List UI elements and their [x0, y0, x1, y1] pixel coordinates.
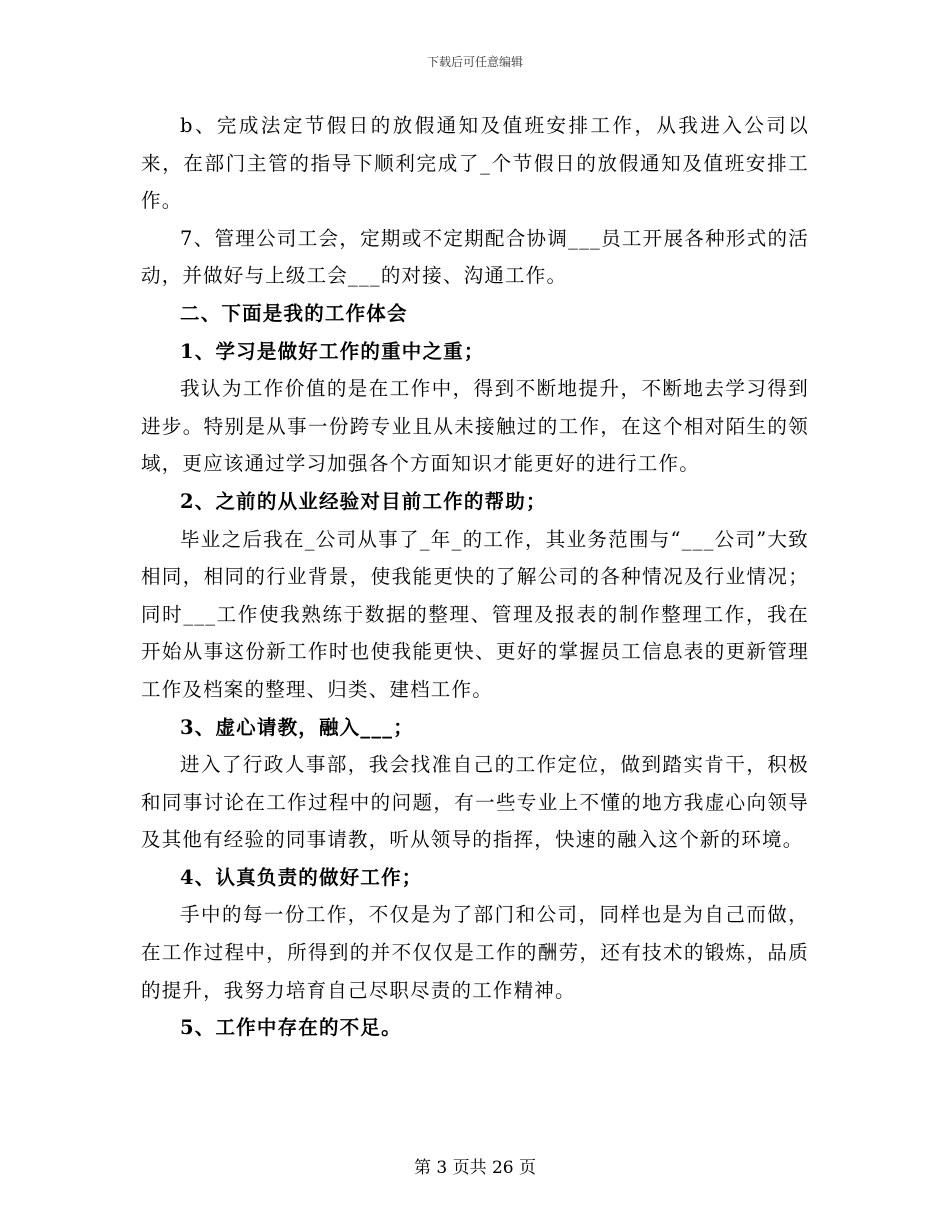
- paragraph-responsibility: 手中的每一份工作，不仅是为了部门和公司，同样也是为自己而做，在工作过程中，所得到的并不仅仅是工作的酬劳，还有技术的锻炼，品质的提升，我努力培育自己尽职尽责的工作精神。: [141, 903, 809, 1002]
- paragraph-union-management: 7、管理公司工会，定期或不定期配合协调___员工开展各种形式的活动，并做好与上级工会___的对接、沟通工作。: [141, 226, 809, 288]
- page-footer: 第 3 页共 26 页: [413, 1158, 537, 1178]
- paragraph-prior-experience: 毕业之后我在_公司从事了_年_的工作，其业务范围与“___公司”大致相同，相同的行业背景，使我能更快的了解公司的各种情况及行业情况；同时___工作使我熟练于数据的整理、管理及报表的制作整理工作，我在开始从事这份新工作时也使我能更快、更好的掌握员工信息表的更新管理工作及档案的整理、归类、建档工作。: [141, 527, 809, 701]
- paragraph-learning: 我认为工作价值的是在工作中，得到不断地提升，不断地去学习得到进步。特别是从事一份跨专业且从未接触过的工作，在这个相对陌生的领域，更应该通过学习加强各个方面知识才能更好的进行工作。: [141, 377, 809, 476]
- subheading-ask-humbly: 3、虚心请教，融入___；: [180, 715, 414, 739]
- page-header: 下载后可任意编辑: [426, 55, 523, 69]
- subheading-learning: 1、学习是做好工作的重中之重；: [180, 339, 485, 363]
- document-body: [141, 107, 809, 1047]
- paragraph-ask-humbly: 进入了行政人事部，我会找准自己的工作定位，做到踏实肯干，积极和同事讨论在工作过程中的问题，有一些专业上不懂的地方我虚心向领导及其他有经验的同事请教，听从领导的指挥，快速的融入这个新的环境。: [141, 753, 809, 852]
- section-heading-work-experience: 二、下面是我的工作体会: [180, 301, 408, 325]
- subheading-prior-experience: 2、之前的从业经验对目前工作的帮助；: [180, 489, 547, 513]
- paragraph-holiday-notice: b、完成法定节假日的放假通知及值班安排工作，从我进入公司以来，在部门主管的指导下顺利完成了_个节假日的放假通知及值班安排工作。: [141, 114, 809, 213]
- subheading-shortcomings: 5、工作中存在的不足。: [180, 1016, 402, 1040]
- subheading-responsibility: 4、认真负责的做好工作；: [180, 865, 423, 889]
